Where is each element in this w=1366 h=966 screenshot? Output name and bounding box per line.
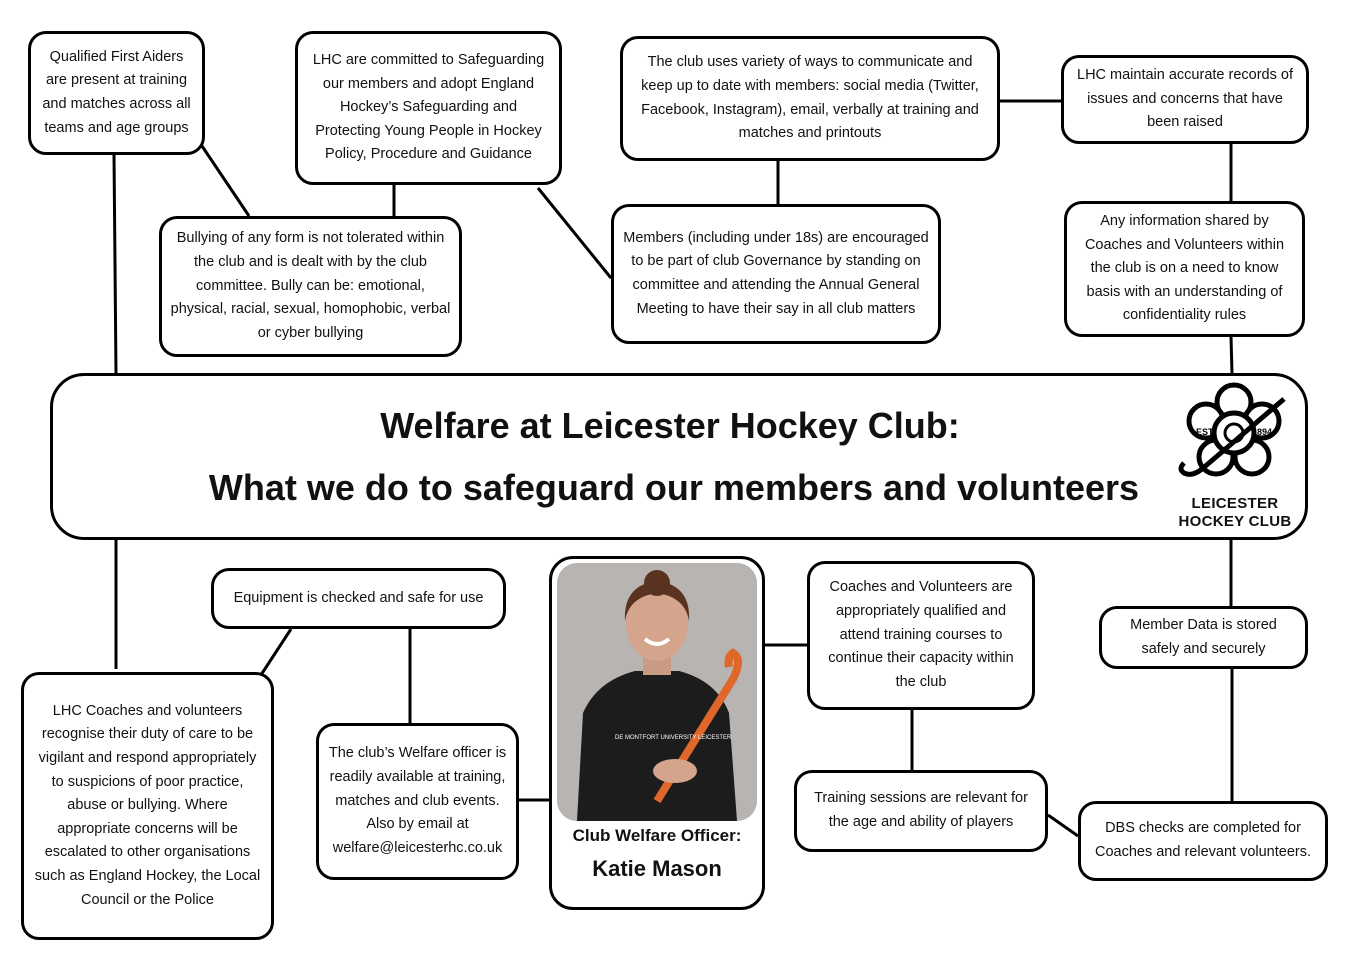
connector — [259, 629, 291, 678]
confidentiality-box — [1064, 201, 1305, 337]
connector — [1048, 815, 1078, 836]
dbs-checks-box — [1078, 801, 1328, 881]
logo-year: 1894 — [1252, 427, 1273, 437]
photo-shirt-text: DE MONTFORT UNIVERSITY LEICESTER — [615, 735, 732, 741]
equipment-box — [211, 568, 506, 629]
logo-est: EST. — [1196, 427, 1216, 437]
logo-name-line-2: HOCKEY CLUB — [1178, 513, 1292, 530]
title-line-2: What we do to safeguard our members and volunteers — [208, 467, 1140, 508]
member-data-text: Member Data is stored safely and securely — [1130, 616, 1277, 657]
logo-name-line-1: LEICESTER — [1191, 495, 1279, 512]
welfare-officer-name: Katie Mason — [592, 856, 722, 881]
coaches-qualified-box — [807, 561, 1035, 710]
photo-hair-bun — [644, 570, 670, 596]
bullying-box — [159, 216, 462, 357]
confidentiality-text: Any information shared by Coaches and Volunteers within the club is on a need to know basis with an understanding of confidentiality rules — [1084, 212, 1285, 324]
duty-of-care-text: LHC Coaches and volunteers recognise their duty of care to be vigilant and respond appropriately to suspicions of poor practice, abuse or bullying. Where appropriate concerns will be escalated to other organisations such as England Hockey, the Local Council or the Police — [34, 702, 261, 908]
title-banner — [50, 373, 1308, 540]
training-sessions-text: Training sessions are relevant for the age and ability of players — [814, 790, 1028, 830]
welfare-officer-contact-text: The club’s Welfare officer is readily available at training, matches and club events. Also by email at welfare@leicesterhc.co.uk — [328, 745, 507, 856]
member-data-box — [1099, 606, 1308, 669]
connector — [202, 146, 249, 216]
safeguarding-policy-text: LHC are committed to Safeguarding our members and adopt England Hockey’s Safeguarding and Protecting Young People in Hockey Policy, Procedure and Guidance — [312, 51, 545, 163]
title-line-1: Welfare at Leicester Hockey Club: — [380, 405, 960, 446]
safeguarding-policy-box — [295, 31, 562, 185]
duty-of-care-box — [21, 672, 274, 940]
coaches-qualified-text: Coaches and Volunteers are appropriately qualified and attend training courses to continue their capacity within the club — [828, 579, 1014, 690]
welfare-officer-contact-box — [316, 723, 519, 880]
records-box — [1061, 55, 1309, 144]
communication-box — [620, 36, 1000, 161]
connector — [538, 188, 611, 278]
dbs-checks-text: DBS checks are completed for Coaches and relevant volunteers. — [1094, 820, 1312, 860]
photo-hands — [653, 759, 697, 783]
welfare-officer-label: Club Welfare Officer: — [572, 826, 742, 845]
equipment-text: Equipment is checked and safe for use — [233, 589, 484, 606]
records-text: LHC maintain accurate records of issues and concerns that have been raised — [1077, 67, 1293, 131]
connector — [114, 154, 116, 374]
first-aiders-text: Qualified First Aiders are present at training and matches across all teams and age groups — [42, 48, 191, 136]
governance-text: Members (including under 18s) are encouraged to be part of club Governance by standing on committee and attending the Annual General Meeting to have their say in all club matters — [623, 229, 929, 317]
bullying-text: Bullying of any form is not tolerated within the club and is dealt with by the club committee. Bully can be: emotional, physical, racial, sexual, homophobic, verbal or cyber bullying — [170, 230, 451, 341]
first-aiders-box — [28, 31, 205, 155]
communication-text: The club uses variety of ways to communicate and keep up to date with members: social media (Twitter, Facebook, Instagram), email, verbally at training and matches and printouts — [641, 54, 979, 142]
connector — [1231, 336, 1232, 374]
training-sessions-box — [794, 770, 1048, 852]
welfare-officer-photo — [557, 563, 757, 821]
governance-box — [611, 204, 941, 344]
